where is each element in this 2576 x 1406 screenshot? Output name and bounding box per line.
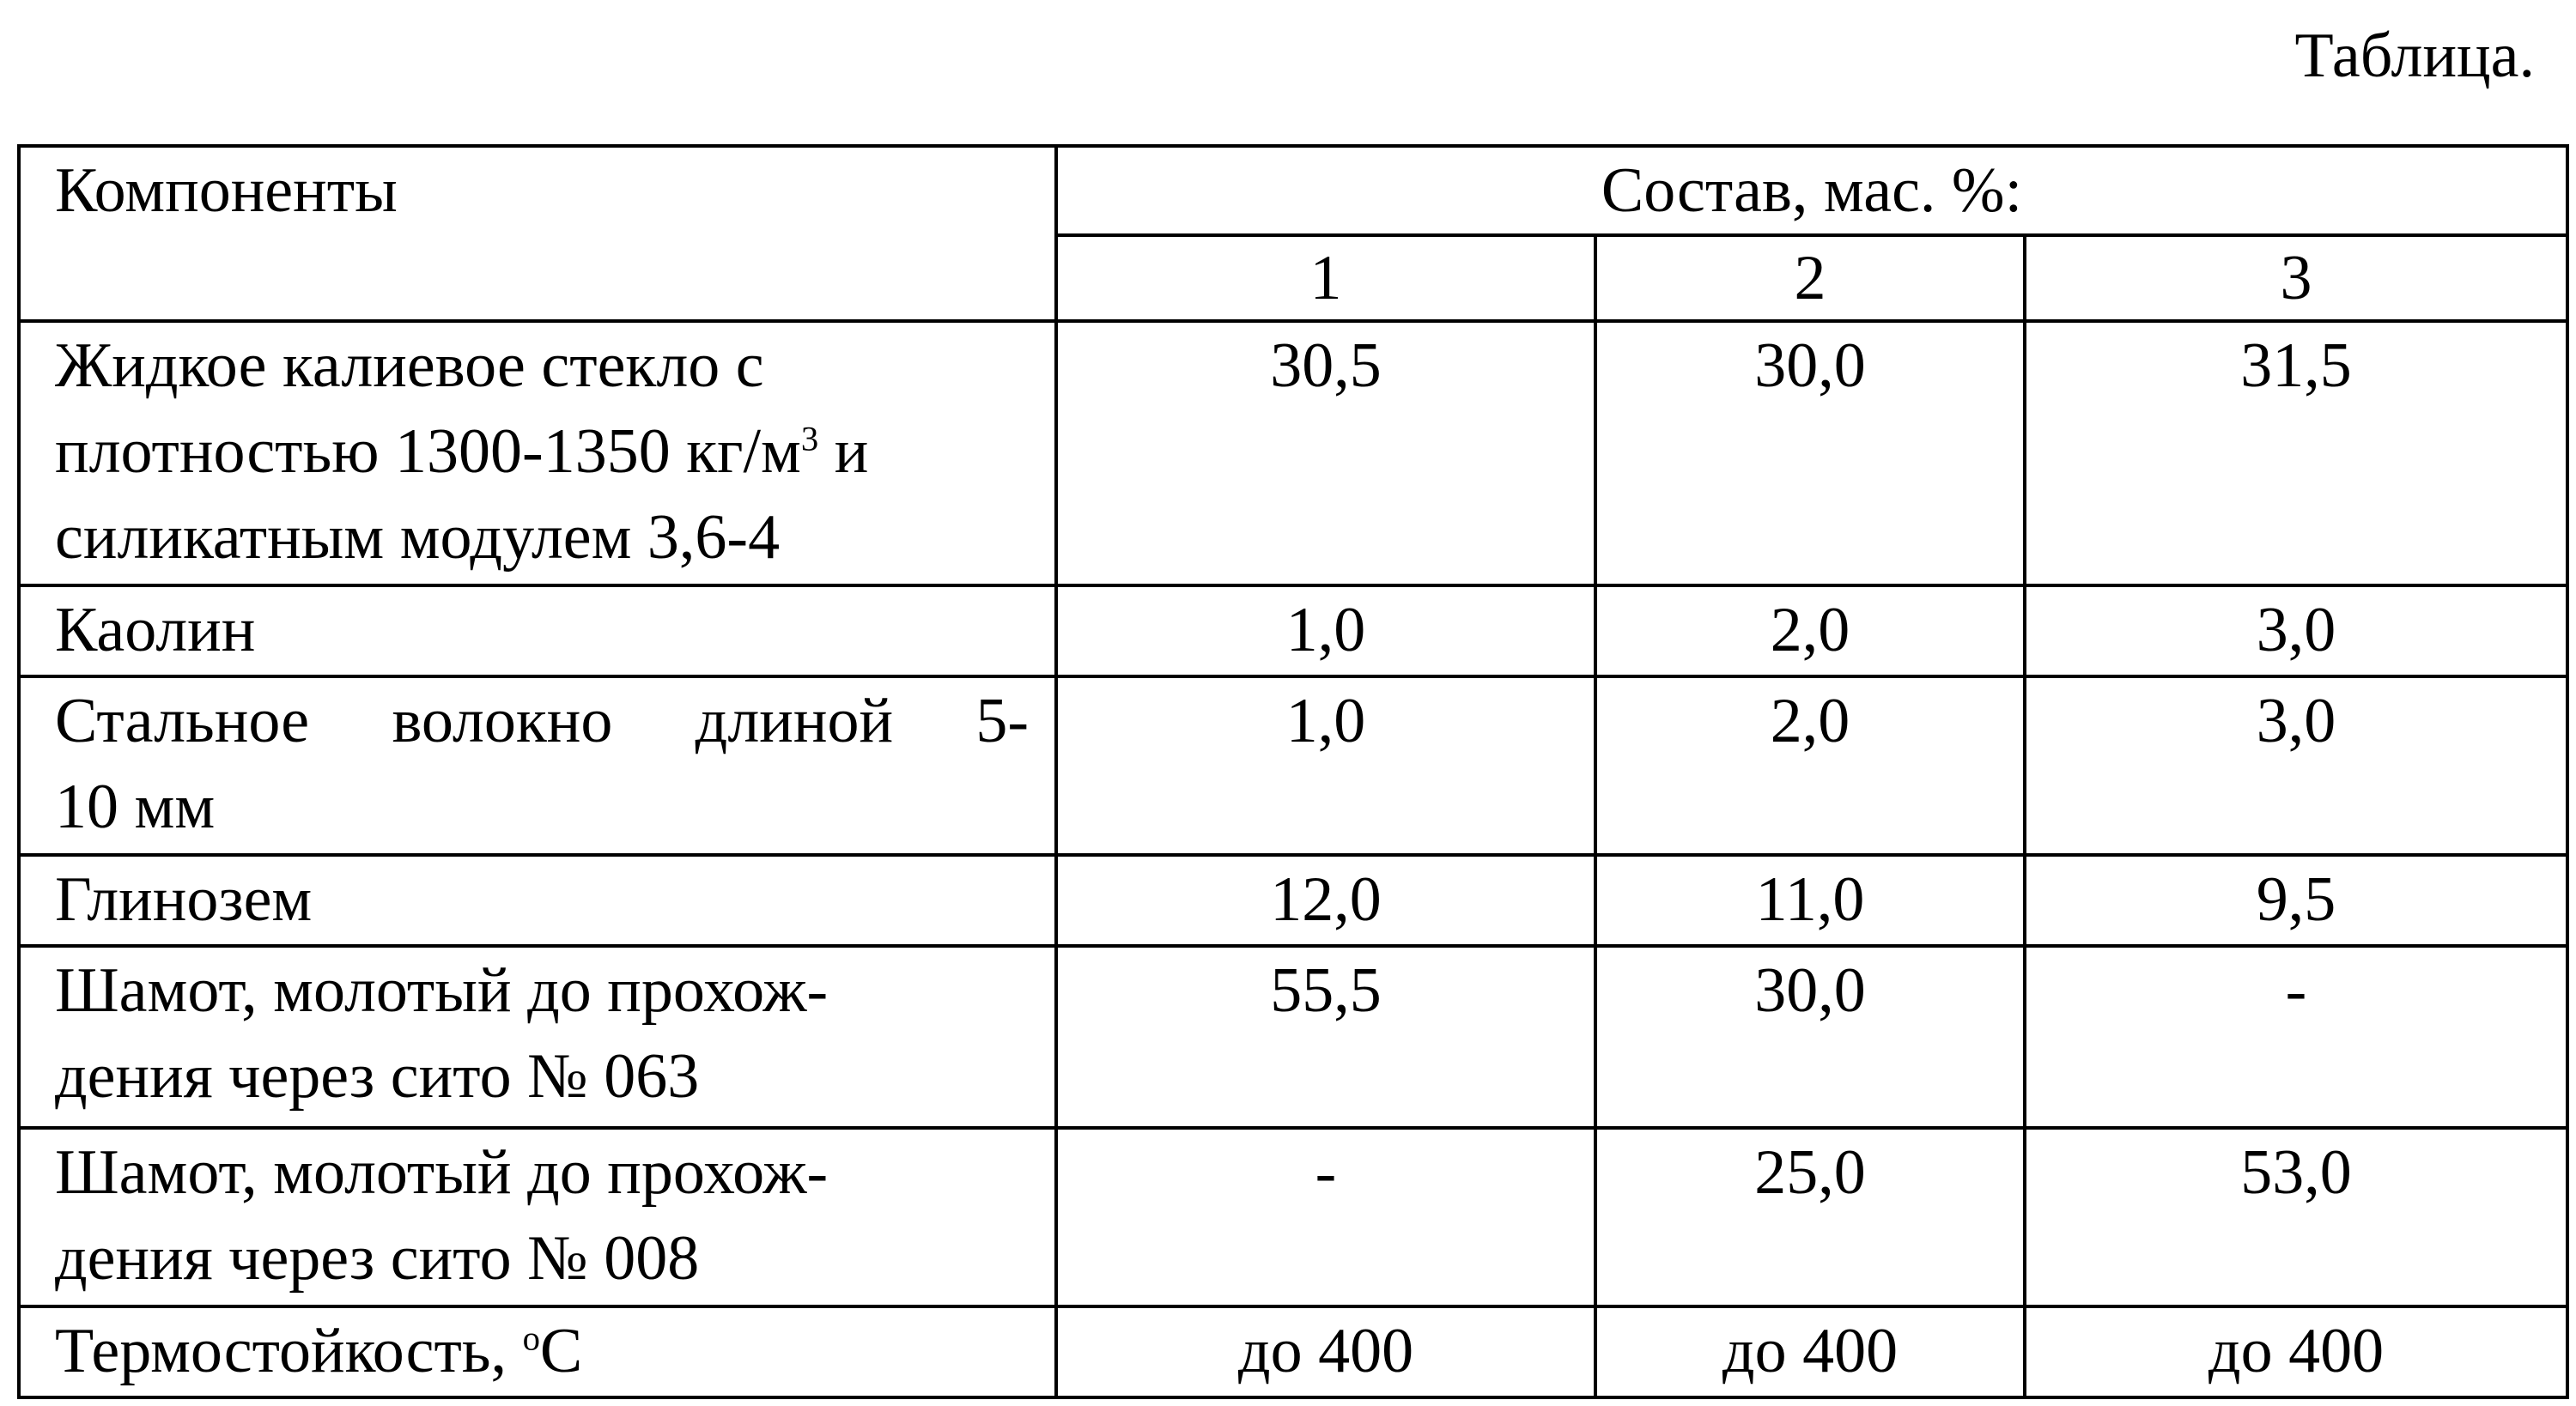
header-components-label: Компоненты [55, 155, 398, 226]
table-row [19, 1306, 2567, 1397]
superscript: 3 [800, 419, 819, 458]
component-text: Глинозем [55, 864, 313, 935]
header-components [19, 146, 1056, 321]
value-cell: 2,0 [1595, 585, 2025, 676]
table-row [19, 321, 2567, 585]
component-cell [19, 1128, 1056, 1306]
value-cell: 1,0 [1056, 585, 1595, 676]
value-cell: 30,0 [1595, 946, 2025, 1128]
value-cell: до 400 [1595, 1306, 2025, 1397]
component-text: Шамот, молотый до прохож- [55, 1137, 829, 1208]
table-row [19, 585, 2567, 676]
table-row [19, 1128, 2567, 1306]
column-number: 3 [2025, 235, 2567, 321]
composition-table [17, 144, 2569, 1399]
component-text: плотностью 1300-1350 $кг/м^3$ и [55, 416, 869, 487]
value-cell: 12,0 [1056, 855, 1595, 946]
column-number: 1 [1056, 235, 1595, 321]
value-cell: 3,0 [2025, 676, 2567, 855]
value-cell: 30,0 [1595, 321, 2025, 585]
component-cell [19, 676, 1056, 855]
value-cell: 1,0 [1056, 676, 1595, 855]
table-row [19, 946, 2567, 1128]
value-cell: 31,5 [2025, 321, 2567, 585]
component-cell [19, 855, 1056, 946]
header-row [19, 146, 2567, 235]
value-cell: 25,0 [1595, 1128, 2025, 1306]
column-number: 2 [1595, 235, 2025, 321]
value-cell: 11,0 [1595, 855, 2025, 946]
header-composition-group [1056, 146, 2567, 235]
component-text: 10 мм [55, 772, 216, 842]
value-cell: 30,5 [1056, 321, 1595, 585]
value-cell: 55,5 [1056, 946, 1595, 1128]
value-cell: 9,5 [2025, 855, 2567, 946]
value-cell: - [2025, 946, 2567, 1128]
degree-superscript: о [522, 1318, 540, 1358]
table-row [19, 676, 2567, 855]
component-text: Жидкое калиевое стекло с [55, 330, 764, 401]
component-text: Стальное волокно длиной 5- [55, 686, 1029, 756]
value-cell: 3,0 [2025, 585, 2567, 676]
component-cell [19, 946, 1056, 1128]
component-text: Шамот, молотый до прохож- [55, 955, 829, 1026]
component-text: дения через сито № 008 [55, 1223, 700, 1294]
component-cell [19, 1306, 1056, 1397]
component-text: силикатным модулем 3,6-4 [55, 502, 781, 573]
header-composition-label: Состав, мас. %: [1601, 155, 2023, 226]
value-cell: до 400 [2025, 1306, 2567, 1397]
component-text: дения через сито № 063 [55, 1041, 700, 1112]
component-cell [19, 585, 1056, 676]
value-cell: 2,0 [1595, 676, 2025, 855]
table-row [19, 855, 2567, 946]
component-text: Каолин [55, 595, 256, 665]
table-caption: Таблица. [2294, 21, 2535, 91]
component-cell [19, 321, 1056, 585]
value-cell: - [1056, 1128, 1595, 1306]
value-cell: 53,0 [2025, 1128, 2567, 1306]
component-text: Термостойкость, $^о$С [55, 1316, 583, 1386]
value-cell: до 400 [1056, 1306, 1595, 1397]
